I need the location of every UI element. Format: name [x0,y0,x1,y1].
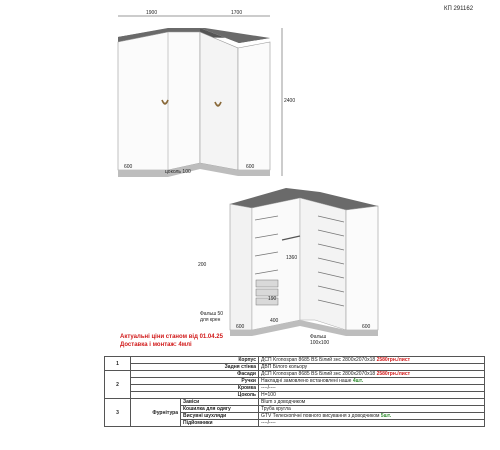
top-wardrobe-drawing [0,0,500,200]
row-value: Н=100 [259,392,485,399]
table-row [105,385,485,392]
table-row [105,364,485,371]
row-value: ДВП Білого кольору [259,364,485,371]
row-value: ДСП Kronospan 8685 BS Білий знс 2800x2070x18 2580грн./лист [259,357,485,364]
front-label: Фальш 100х100 [310,334,330,346]
sub-label: Висувні шухляди [181,413,259,420]
depth-left-dim: 600 [124,164,133,170]
spec-table [104,356,485,427]
inner-dim-3: 400 [270,318,279,324]
inner-depth-right: 600 [362,324,371,330]
row-number: 2 [105,371,131,399]
table-row [105,378,485,385]
row-label: Цоколь [131,392,259,399]
row-value: Накладні замовлено встановлені наше 4шт. [259,378,485,385]
plinth-note: цоколь 100 [165,169,191,175]
inner-dim-1: 1360 [286,255,298,261]
sub-label: Кошилка для одягу [181,406,259,413]
sub-label: Завіси [181,399,259,406]
row-number: 1 [105,357,131,371]
table-row [105,371,485,378]
row-label: Корпус [131,357,259,364]
row-label: Ручки [131,378,259,385]
row-number: 3 [105,399,131,427]
inner-wardrobe-drawing [0,180,500,340]
row-label: Фасади [131,371,259,378]
rod-label: Фальш 50 для крен [200,311,224,323]
depth-right-dim: 600 [246,164,255,170]
table-row [105,392,485,399]
table-row [105,399,485,406]
inner-dim-2: 190 [268,296,277,302]
row-value: ДСП Kronospan 8685 BS Білий знс 2800x2070x18 2580грн./лист [259,371,485,378]
sub-label: Підйомники [181,420,259,427]
sub-value: GTV Телескопічні повного висування з доводчиком 5шт. [259,413,485,420]
width-right-dim: 1700 [231,10,243,16]
table-row [105,357,485,364]
sub-value: Труба кругла [259,406,485,413]
inner-depth-left: 600 [236,324,245,330]
width-left-dim: 1900 [146,10,158,16]
delivery-note: Доставка і монтаж: 4млі [120,342,192,348]
sub-value: Blum з доводчиком [259,399,485,406]
document-id: КП 291162 [444,6,474,12]
row-value: ----/---- [259,385,485,392]
left-side-dim: 200 [198,262,207,268]
height-dim: 2400 [284,98,296,104]
price-note: Актуальні ціни станом від 01.04.25 [120,334,223,340]
row-label: Задня стінка [131,364,259,371]
row-label: Фурнітура [131,399,181,427]
row-label: Кромка [131,385,259,392]
sub-value: ----/---- [259,420,485,427]
